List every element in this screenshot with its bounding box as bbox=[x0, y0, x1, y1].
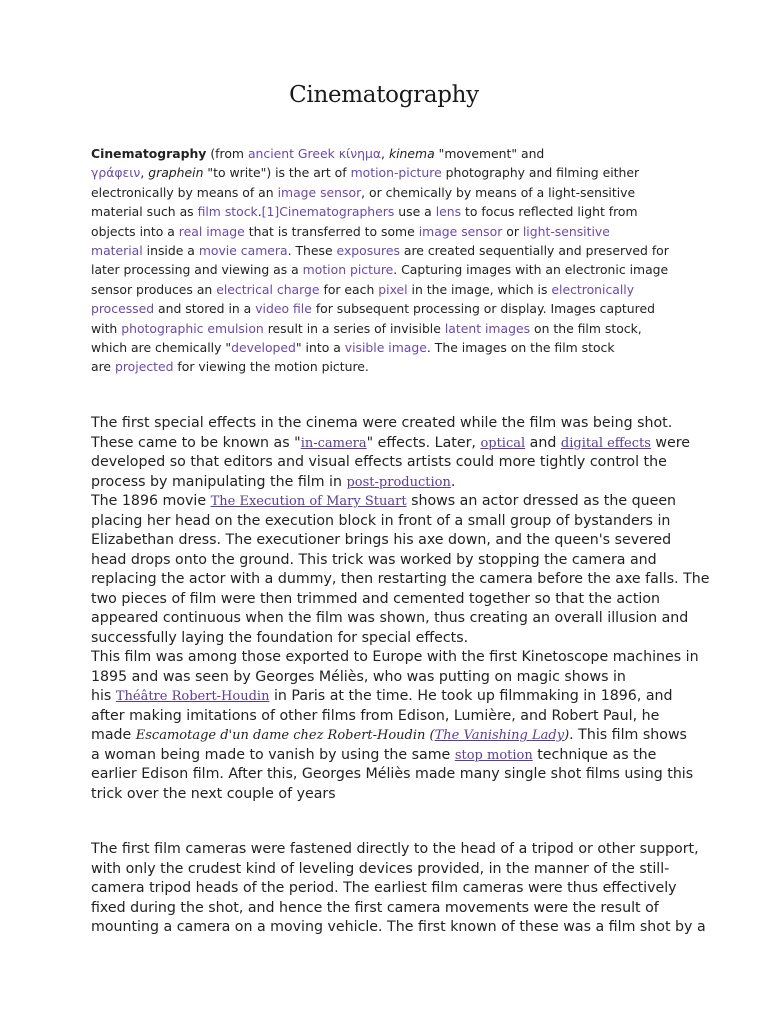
text-line bbox=[91, 629, 691, 649]
text-run: for subsequent processing or display. Images captured bbox=[311, 301, 655, 317]
text-line bbox=[91, 280, 691, 299]
text-run: use a bbox=[394, 204, 436, 220]
text-run: , bbox=[381, 146, 389, 161]
text-run: for viewing the motion picture. bbox=[173, 359, 369, 375]
text-run: in the image, which is bbox=[407, 281, 552, 297]
text-line bbox=[91, 687, 691, 707]
text-line bbox=[91, 765, 694, 785]
text-run: shows an actor dressed as the queen bbox=[406, 493, 677, 509]
text-run: replacing the actor with a dummy, then restarting the camera before the axe falls. The bbox=[91, 571, 710, 587]
text-run: were bbox=[650, 434, 691, 451]
text-line bbox=[91, 860, 691, 880]
text-line bbox=[91, 840, 699, 860]
link[interactable]: projected bbox=[114, 359, 174, 375]
text-run: to focus reflected light from bbox=[461, 204, 638, 220]
text-run: after making imitations of other films from Edison, Lumière, and Robert Paul, he bbox=[91, 707, 660, 724]
link[interactable]: real image bbox=[178, 223, 245, 239]
link[interactable]: ancient Greek bbox=[247, 146, 335, 161]
text-line bbox=[91, 648, 699, 668]
text-line bbox=[91, 492, 691, 512]
text-line bbox=[91, 183, 691, 202]
text-line bbox=[91, 746, 691, 766]
text-run: process by manipulating the film in bbox=[91, 473, 347, 490]
text-run: and stored in a bbox=[154, 301, 256, 317]
text-line bbox=[91, 899, 691, 919]
text-run: placing her head on the execution block in front of a small group of bystanders in bbox=[91, 512, 671, 529]
text-run: material such as bbox=[91, 204, 198, 220]
link[interactable]: post-production bbox=[346, 474, 451, 490]
text-line bbox=[91, 726, 691, 746]
text-run: "to write") is the art of bbox=[203, 165, 351, 181]
link[interactable]: electrical charge bbox=[216, 281, 320, 297]
text-run: with only the crudest kind of leveling devices provided, in the manner of the still- bbox=[91, 860, 670, 877]
text-run: " effects. Later, bbox=[366, 434, 481, 451]
link[interactable]: video file bbox=[255, 301, 312, 317]
text-line bbox=[91, 473, 691, 493]
text-run: . These bbox=[287, 242, 337, 258]
text-run: "movement" and bbox=[434, 146, 545, 161]
text-run: fixed during the shot, and hence the first camera movements were the result of bbox=[91, 899, 659, 916]
link[interactable]: photographic emulsion bbox=[121, 320, 264, 336]
text-line bbox=[91, 918, 706, 938]
text-run: that is transferred to some bbox=[244, 223, 419, 239]
link[interactable]: image sensor bbox=[418, 223, 503, 239]
link[interactable]: latent images bbox=[444, 320, 531, 336]
text-run: result in a series of invisible bbox=[263, 320, 445, 336]
text-run: which are chemically " bbox=[91, 339, 232, 355]
link[interactable]: exposures bbox=[336, 242, 400, 258]
link[interactable]: digital effects bbox=[560, 435, 651, 451]
text-run: . This film shows bbox=[569, 727, 687, 743]
text-run: These came to be known as " bbox=[91, 434, 301, 451]
text-run: objects into a bbox=[91, 223, 179, 239]
text-run: appeared continuous when the film was shown, thus creating an overall illusion and bbox=[91, 610, 689, 626]
text-line bbox=[91, 144, 691, 163]
special-effects-section bbox=[91, 414, 710, 804]
text-run: two pieces of film were then trimmed and cemented together so that the action bbox=[91, 590, 661, 607]
link[interactable]: processed bbox=[91, 301, 155, 317]
text-line bbox=[91, 222, 691, 241]
text-line bbox=[91, 531, 691, 551]
text-line bbox=[91, 260, 691, 279]
text-line bbox=[91, 590, 691, 610]
text-run: The first special effects in the cinema were created while the film was being shot. bbox=[91, 415, 673, 431]
link[interactable]: [1] bbox=[261, 204, 280, 220]
text-run: earlier Edison film. After this, Georges Méliès made many single shot films using this bbox=[91, 766, 694, 782]
text-run: Elizabethan dress. The executioner brings his axe down, and the queen's severed bbox=[91, 532, 672, 548]
text-line bbox=[91, 163, 691, 182]
text-run: , bbox=[140, 165, 149, 181]
text-run: The first film cameras were fastened directly to the head of a tripod or other support, bbox=[91, 841, 699, 857]
text-run: camera tripod heads of the period. The earliest film cameras were thus effectively bbox=[91, 880, 677, 896]
link[interactable]: in-camera bbox=[300, 435, 367, 451]
link[interactable]: motion-picture bbox=[350, 165, 442, 181]
bold-term: Cinematography bbox=[91, 146, 207, 161]
text-run: mounting a camera on a moving vehicle. The first known of these was a film shot by a bbox=[91, 919, 706, 935]
link[interactable]: image sensor bbox=[277, 184, 362, 200]
text-run: his bbox=[91, 688, 116, 704]
link[interactable]: electronically bbox=[551, 281, 635, 297]
link[interactable]: κίνημα bbox=[338, 146, 382, 161]
text-line bbox=[91, 299, 691, 318]
text-run: The 1896 movie bbox=[91, 493, 211, 509]
link[interactable]: Théâtre Robert-Houdin bbox=[115, 689, 270, 704]
text-run: and bbox=[525, 434, 561, 451]
page-title: Cinematography bbox=[289, 82, 479, 108]
text-run: a woman being made to vanish by using the same bbox=[91, 746, 455, 763]
text-run: head drops onto the ground. This trick was worked by stopping the camera and bbox=[91, 551, 657, 568]
text-run: This film was among those exported to Europe with the first Kinetoscope machines in bbox=[91, 649, 699, 665]
text-line bbox=[91, 668, 691, 688]
text-run: photography and filming either bbox=[441, 165, 640, 181]
camera-movement-section bbox=[91, 840, 706, 938]
text-line bbox=[91, 512, 691, 532]
text-run: . The images on the film stock bbox=[426, 339, 615, 355]
link[interactable]: Cinematographers bbox=[279, 204, 395, 220]
link[interactable]: optical bbox=[480, 435, 526, 451]
text-run: later processing and viewing as a bbox=[91, 262, 303, 278]
link[interactable]: stop motion bbox=[454, 747, 533, 763]
link[interactable]: visible image bbox=[344, 339, 427, 355]
text-run: electronically by means of an bbox=[91, 184, 278, 200]
text-line bbox=[91, 879, 691, 899]
text-run: kinema bbox=[388, 146, 435, 161]
link[interactable]: developed bbox=[231, 339, 296, 355]
text-line bbox=[91, 609, 691, 629]
link[interactable]: lens bbox=[435, 204, 462, 220]
text-run: . bbox=[450, 473, 456, 490]
link[interactable]: light-sensitive bbox=[522, 223, 610, 239]
text-line bbox=[91, 202, 691, 221]
text-run: or bbox=[502, 223, 523, 239]
text-run: trick over the next couple of years bbox=[91, 785, 336, 802]
text-line bbox=[91, 453, 691, 473]
text-run: . bbox=[257, 204, 262, 220]
link[interactable]: The Vanishing Lady bbox=[434, 728, 565, 743]
text-run: graphein bbox=[148, 165, 204, 181]
link[interactable]: movie camera bbox=[198, 242, 288, 258]
link[interactable]: pixel bbox=[378, 281, 408, 297]
link[interactable]: γράφειν bbox=[91, 165, 141, 181]
text-run: are created sequentially and preserved for bbox=[399, 242, 669, 258]
link[interactable]: The Execution of Mary Stuart bbox=[210, 494, 407, 509]
text-run: ( bbox=[425, 728, 435, 743]
text-run: for each bbox=[319, 281, 379, 297]
text-line bbox=[91, 570, 710, 590]
text-run: made bbox=[91, 727, 136, 743]
text-run: ) bbox=[564, 728, 570, 743]
text-run: successfully laying the foundation for special effects. bbox=[91, 629, 469, 646]
text-line bbox=[91, 434, 691, 454]
text-run: in Paris at the time. He took up filmmaking in 1896, and bbox=[269, 688, 673, 704]
text-run: , or chemically by means of a light-sensitive bbox=[361, 184, 636, 200]
text-run: sensor produces an bbox=[91, 281, 217, 297]
text-run: (from bbox=[206, 146, 248, 161]
text-run: Escamotage d'un dame chez Robert-Houdin bbox=[135, 728, 426, 743]
text-line bbox=[91, 785, 691, 805]
text-run: developed so that editors and visual effects artists could more tightly control the bbox=[91, 454, 667, 470]
text-line bbox=[91, 241, 691, 260]
text-run: technique as the bbox=[532, 746, 657, 763]
text-run: 1895 and was seen by Georges Méliès, who was putting on magic shows in bbox=[91, 668, 626, 685]
text-run: on the film stock, bbox=[530, 320, 642, 336]
link[interactable]: motion picture bbox=[302, 262, 394, 278]
text-line bbox=[91, 338, 691, 357]
text-run: . Capturing images with an electronic image bbox=[393, 262, 669, 278]
link[interactable]: material bbox=[91, 242, 143, 258]
intro-paragraph bbox=[91, 144, 691, 377]
text-run: with bbox=[91, 320, 122, 336]
text-line bbox=[91, 551, 691, 571]
text-line bbox=[91, 414, 691, 434]
text-line bbox=[91, 707, 691, 727]
link[interactable]: film stock bbox=[197, 204, 258, 220]
text-line bbox=[91, 319, 691, 338]
text-run: inside a bbox=[142, 242, 199, 258]
text-line bbox=[91, 357, 691, 376]
text-run: are bbox=[91, 359, 115, 375]
text-run: " into a bbox=[295, 339, 345, 355]
